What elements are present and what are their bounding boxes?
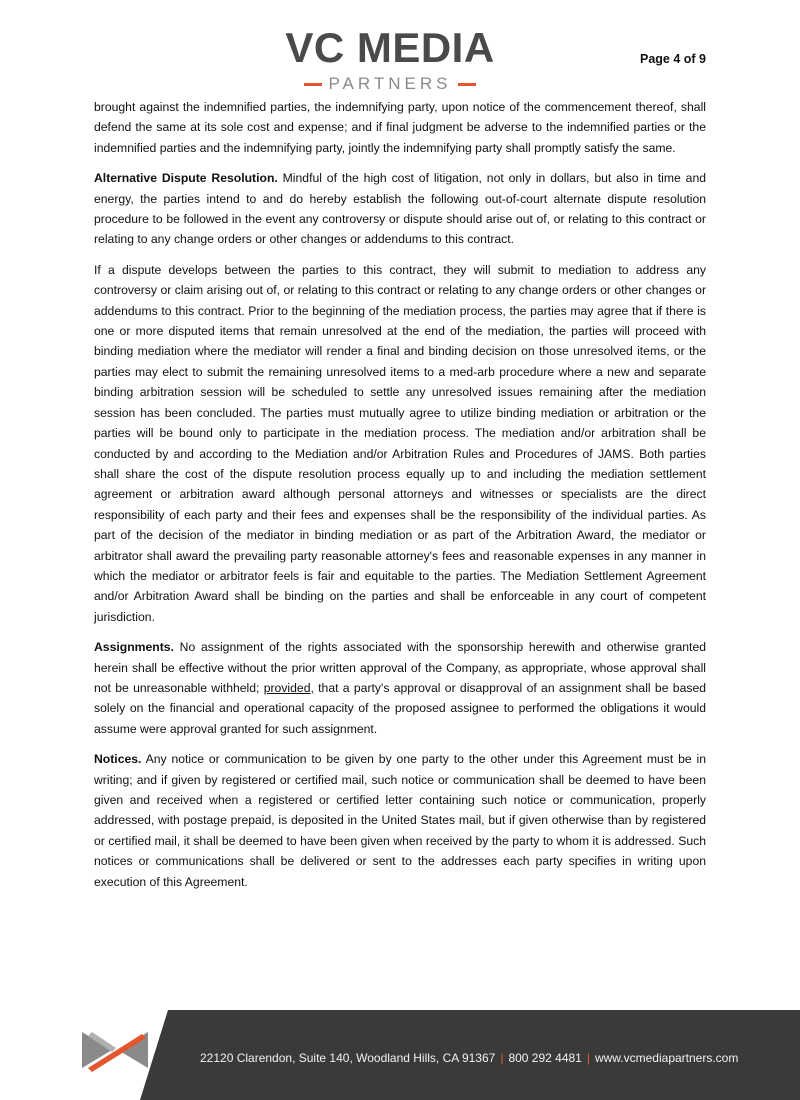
footer-address: 22120 Clarendon, Suite 140, Woodland Hills, CA 91367 — [200, 1051, 496, 1065]
document-body — [94, 97, 706, 902]
logo-dash-left — [304, 83, 322, 86]
paragraph-text: brought against the indemnified parties, the indemnifying party, upon notice of the commencement thereof, shall defend the same at its sole cost and expense; and if final judgment be adverse to the indemnified parties or the indemnified parties and the indemnifying party, jointly the indemnifying party shall promptly satisfy the same. — [94, 100, 706, 155]
vc-bowtie-logo-icon — [82, 1028, 148, 1077]
footer-separator: | — [586, 1051, 590, 1065]
underlined-term: provided, — [263, 680, 314, 695]
footer-contact-line — [200, 1051, 780, 1065]
section-heading: Alternative Dispute Resolution. — [94, 171, 278, 186]
section-heading: Assignments. — [94, 640, 174, 655]
paragraph-mediation-process — [94, 260, 706, 627]
paragraph-text: Mindful of the high cost of litigation, not only in dollars, but also in time and energy, the parties intend to and do hereby establish the following out-of-court alternate dispute resolution procedure to be followed in the event any controversy or dispute should arise out of, or relating to this contract or relating to any change orders or other changes or addendums to this contract. — [94, 171, 706, 247]
footer-website-link[interactable]: www.vcmediapartners.com — [594, 1051, 739, 1065]
footer-phone: 800 292 4481 — [508, 1051, 582, 1065]
paragraph-text: No assignment of the rights associated with the sponsorship herewith and otherwise granted herein shall be effective without the prior written approval of the Company, as appropriate, whose approval shall not be unreasonable withheld; — [94, 640, 706, 695]
logo-subtitle: PARTNERS — [328, 74, 452, 93]
logo-subtitle-row — [270, 74, 510, 94]
header-logo — [270, 26, 510, 94]
paragraph-text: If a dispute develops between the parties to this contract, they will submit to mediation to address any controversy or claim arising out of, or relating to this contract or relating to any change orders or other changes or addendums to this contract. Prior to the beginning of the mediation process, the parties may agree that if there is one or more disputed items that remain unresolved at the end of the mediation, the parties will proceed with binding mediation where the mediator will render a final and binding decision on those unresolved items, or the parties may elect to submit the remaining unresolved items to a med-arb procedure where a new and separate binding arbitration session will be scheduled to settle any unresolved issues remaining after the mediation session has been concluded. The parties must mutually agree to utilize binding mediation or arbitration or the parties will be bound only to participate in the mediation process. The mediation and/or arbitration shall be conducted by and according to the Mediation and/or Arbitration Rules and Procedures of JAMS. Both parties shall share the cost of the dispute resolution process equally up to and including the mediation settlement agreement or arbitration award although personal attorneys and witnesses or specialists are the direct responsibility of each party and their fees and expenses shall be the responsibility of the individual parties. As part of the decision of the mediator in binding mediation or as part of the Arbitration Award, the mediator or arbitrator shall award the prevailing party reasonable attorney's fees and reasonable expenses in any manner in which the mediator or arbitrator feels is fair and equitable to the parties. The Mediation Settlement Agreement and/or Arbitration Award shall be binding on the parties and shall be enforceable in any court of competent jurisdiction. — [94, 262, 706, 624]
paragraph-notices — [94, 749, 706, 892]
logo-title: VC MEDIA — [285, 24, 495, 71]
paragraph-alternative-dispute-resolution — [94, 168, 706, 250]
paragraph-text: Any notice or communication to be given by one party to the other under this Agreement must be in writing; and if given by registered or certified mail, such notice or communication shall be deemed to have been given and received when a registered or certified letter containing such notice or communication, properly addressed, with postage prepaid, is deposited in the United States mail, but if given otherwise than by registered or certified mail, it shall be deemed to have been given when received by the party to whom it is addressed. Such notices or communications shall be delivered or sent to the addresses each party specifies in writing upon execution of this Agreement. — [94, 752, 706, 889]
footer-separator: | — [500, 1051, 504, 1065]
section-heading: Notices. — [94, 752, 142, 767]
paragraph-text: that a party's approval or disapproval of an assignment shall be based solely on the financial and operational capacity of the proposed assignee to performed the obligations it would assume were approval granted for such assignment. — [94, 680, 707, 736]
logo-dash-right — [458, 83, 476, 86]
page-number: Page 4 of 9 — [640, 52, 706, 66]
paragraph-assignments — [94, 637, 706, 739]
paragraph-indemnification-continued — [94, 97, 706, 158]
